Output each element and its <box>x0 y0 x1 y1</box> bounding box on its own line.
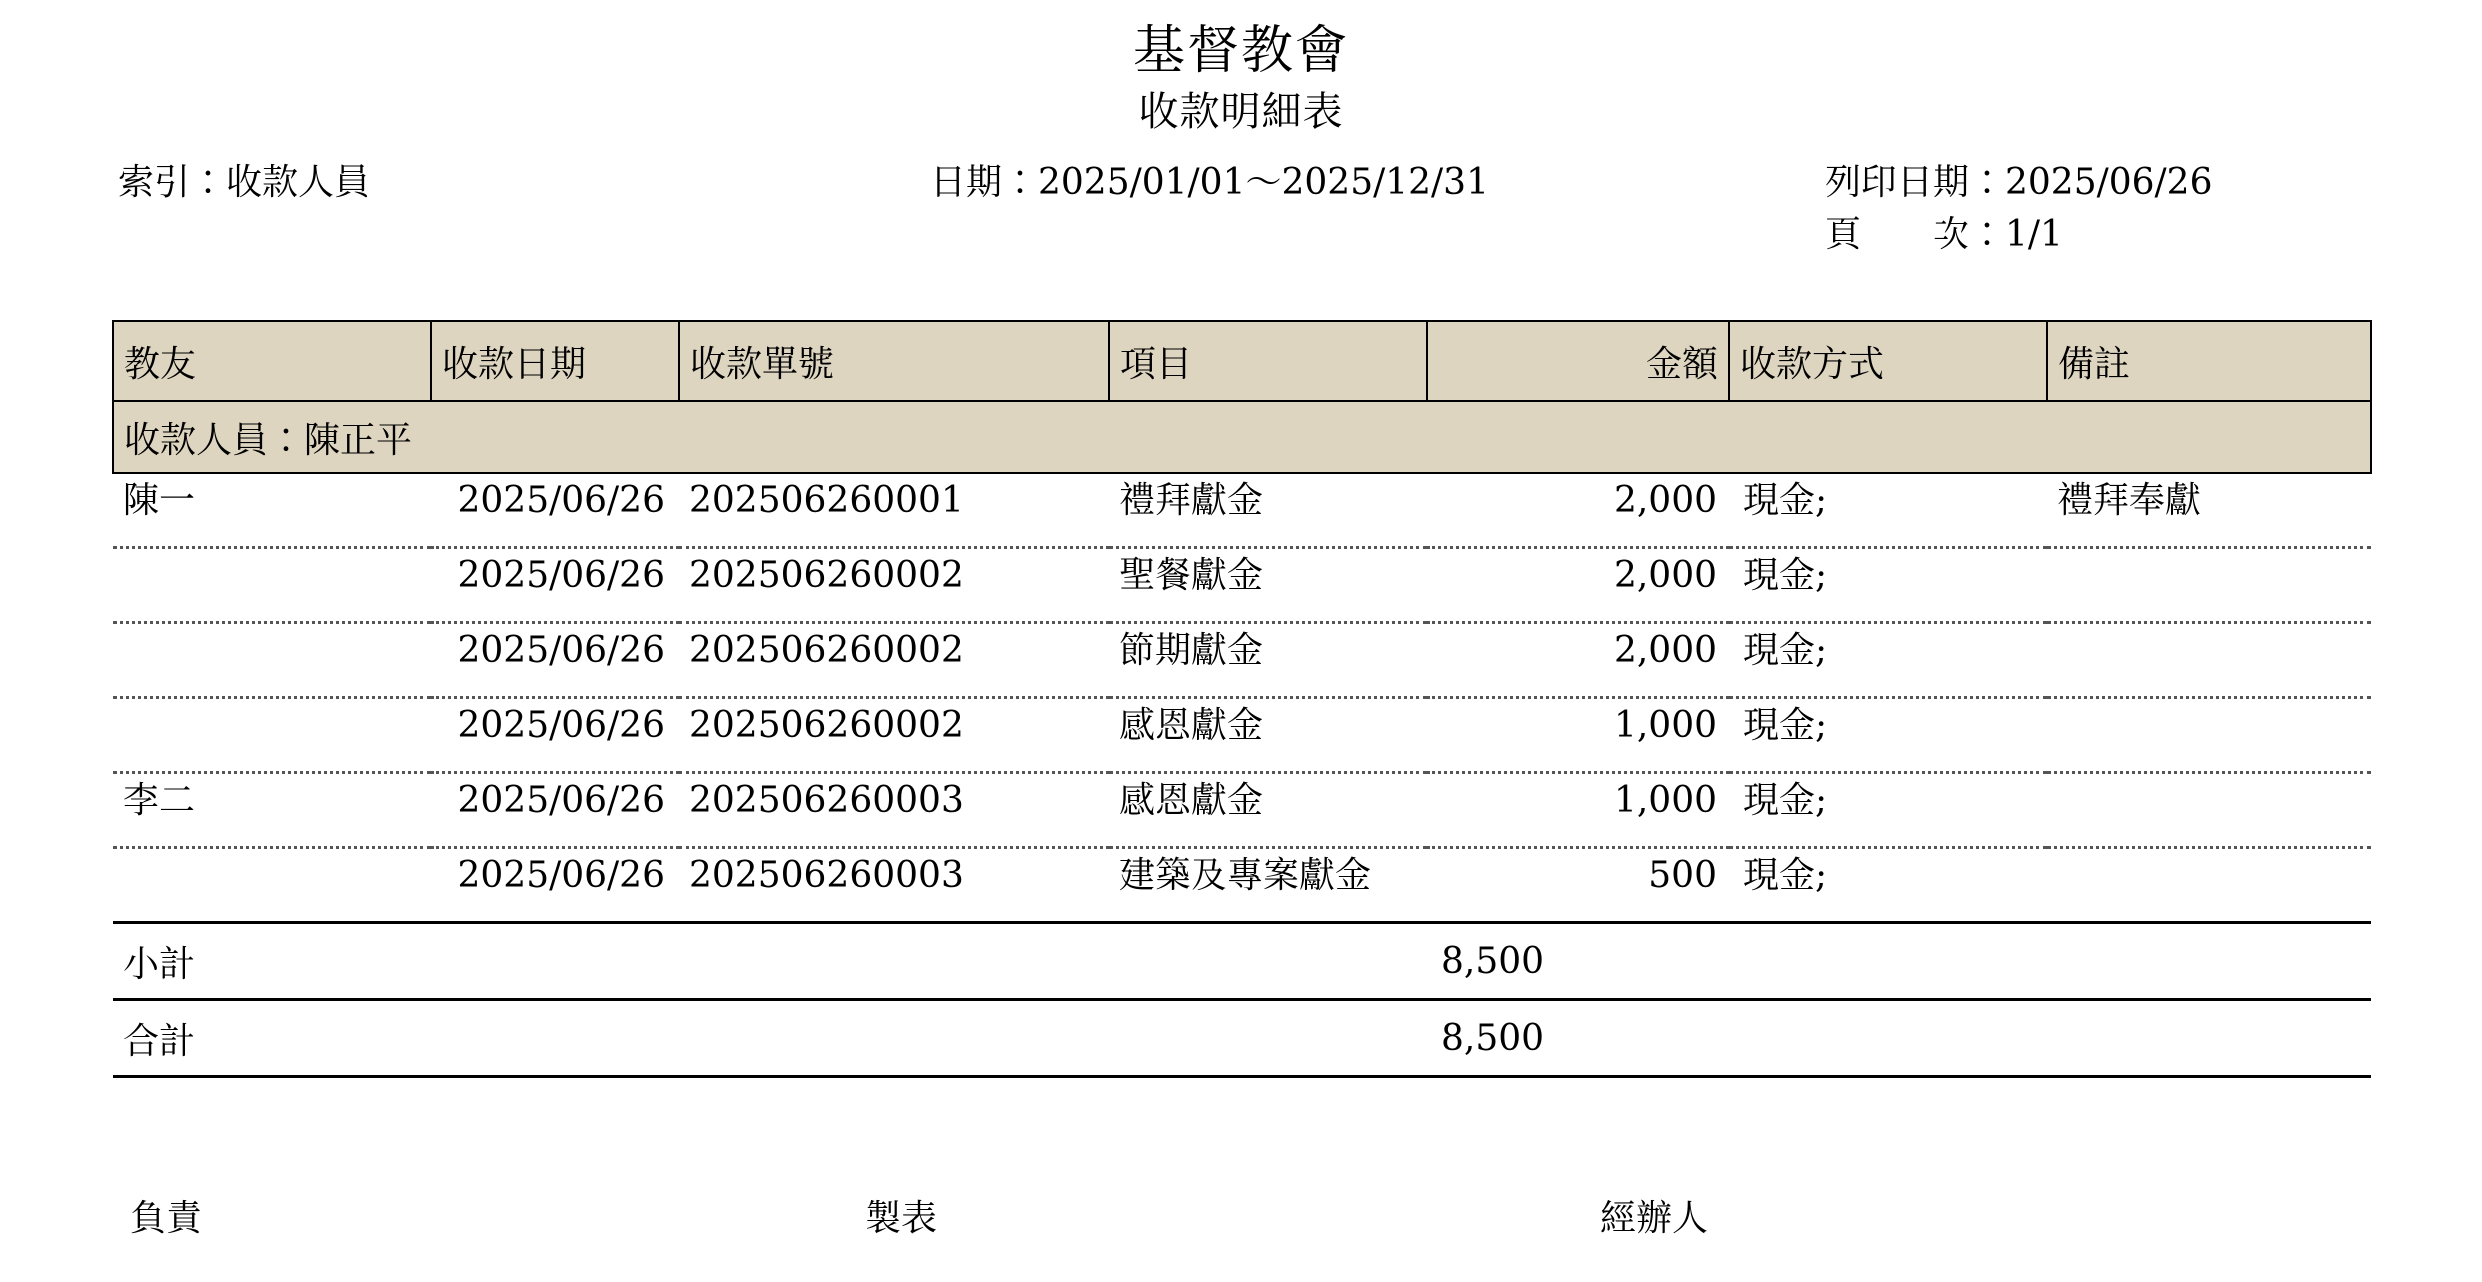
cell-note <box>2047 623 2371 698</box>
column-header-date: 收款日期 <box>431 321 679 401</box>
cell-date: 2025/06/26 <box>431 473 679 548</box>
report-page <box>0 22 2482 1282</box>
cell-item: 建築及專案獻金 <box>1119 855 1372 896</box>
index-label: 索引：收款人員 <box>118 161 371 203</box>
cell-method: 現金; <box>1729 773 2047 848</box>
table-row <box>113 473 2371 548</box>
subtotal-spacer-item <box>1109 924 1427 1000</box>
column-header-note: 備註 <box>2047 321 2371 401</box>
total-spacer-date <box>431 1000 679 1077</box>
column-header-item: 項目 <box>1109 321 1427 401</box>
cell-note <box>2047 698 2371 773</box>
cell-member <box>113 848 431 923</box>
cell-member: 李二 <box>113 773 431 848</box>
table-row <box>113 773 2371 848</box>
cell-receipt-no: 202506260002 <box>679 623 1109 698</box>
receipts-table-wrapper <box>112 320 2370 1078</box>
cell-method: 現金; <box>1729 473 2047 548</box>
report-title: 收款明細表 <box>1138 88 1344 135</box>
subtotal-spacer-date <box>431 924 679 1000</box>
column-header-member: 教友 <box>113 321 431 401</box>
date-range-label: 日期：2025/01/01～2025/12/31 <box>930 161 1489 203</box>
cell-item: 感恩獻金 <box>1109 698 1427 773</box>
subtotal-label: 小計 <box>113 924 431 1000</box>
cell-item: 節期獻金 <box>1109 623 1427 698</box>
organization-title: 基督教會 <box>1132 21 1349 81</box>
cell-note: 禮拜奉獻 <box>2047 473 2371 548</box>
table-header-row <box>113 321 2371 401</box>
cell-date: 2025/06/26 <box>457 855 665 896</box>
cell-method: 現金; <box>1729 698 2047 773</box>
cell-receipt-no: 202506260002 <box>679 548 1109 623</box>
cell-amount: 500 <box>1648 855 1717 896</box>
report-meta <box>0 154 2482 255</box>
subtotal-spacer-no <box>679 924 1109 1000</box>
table-row <box>113 698 2371 773</box>
cell-note <box>2047 773 2371 848</box>
print-date-label: 列印日期：2025/06/26 <box>1825 161 2213 203</box>
cell-amount: 1,000 <box>1427 773 1729 848</box>
cell-member <box>113 698 431 773</box>
cell-date: 2025/06/26 <box>431 548 679 623</box>
cell-member <box>113 623 431 698</box>
cell-receipt-no: 202506260003 <box>689 855 964 896</box>
column-header-amount: 金額 <box>1427 321 1729 401</box>
cell-method: 現金; <box>1743 855 1828 896</box>
table-row <box>113 848 2371 923</box>
cell-note <box>2047 548 2371 623</box>
cell-item: 聖餐獻金 <box>1109 548 1427 623</box>
total-spacer-item <box>1109 1000 1427 1077</box>
cell-amount: 2,000 <box>1427 548 1729 623</box>
signature-preparer: 製表 <box>865 1198 938 1239</box>
cell-member <box>113 548 431 623</box>
cell-amount: 2,000 <box>1427 623 1729 698</box>
cell-item: 感恩獻金 <box>1109 773 1427 848</box>
cell-date: 2025/06/26 <box>431 773 679 848</box>
subtotal-spacer-note <box>2047 924 2371 1000</box>
cell-note <box>2047 848 2371 923</box>
group-header-row <box>113 401 2371 473</box>
total-amount: 8,500 <box>1427 1000 2047 1077</box>
total-label: 合計 <box>113 1000 431 1077</box>
cell-receipt-no: 202506260001 <box>679 473 1109 548</box>
receipts-table <box>112 320 2372 1078</box>
cell-member: 陳一 <box>113 473 431 548</box>
cell-date: 2025/06/26 <box>431 623 679 698</box>
cell-item: 禮拜獻金 <box>1109 473 1427 548</box>
signature-handler: 經辦人 <box>1600 1198 1709 1239</box>
column-header-receipt-no: 收款單號 <box>679 321 1109 401</box>
subtotal-amount: 8,500 <box>1427 924 2047 1000</box>
cell-amount: 2,000 <box>1427 473 1729 548</box>
total-spacer-note <box>2047 1000 2371 1077</box>
cell-receipt-no: 202506260003 <box>679 773 1109 848</box>
cell-amount: 1,000 <box>1427 698 1729 773</box>
cell-receipt-no: 202506260002 <box>679 698 1109 773</box>
cell-date: 2025/06/26 <box>431 698 679 773</box>
total-row <box>113 1000 2371 1077</box>
cell-method: 現金; <box>1729 623 2047 698</box>
cell-method: 現金; <box>1729 548 2047 623</box>
column-header-method: 收款方式 <box>1729 321 2047 401</box>
subtotal-row <box>113 924 2371 1000</box>
table-row <box>113 623 2371 698</box>
page-number-label: 頁 次：1/1 <box>1825 213 2063 255</box>
group-header-label: 收款人員：陳正平 <box>113 401 2371 473</box>
table-row <box>113 548 2371 623</box>
signature-responsible: 負責 <box>130 1198 203 1239</box>
signature-area <box>0 1190 2482 1250</box>
total-spacer-no <box>679 1000 1109 1077</box>
